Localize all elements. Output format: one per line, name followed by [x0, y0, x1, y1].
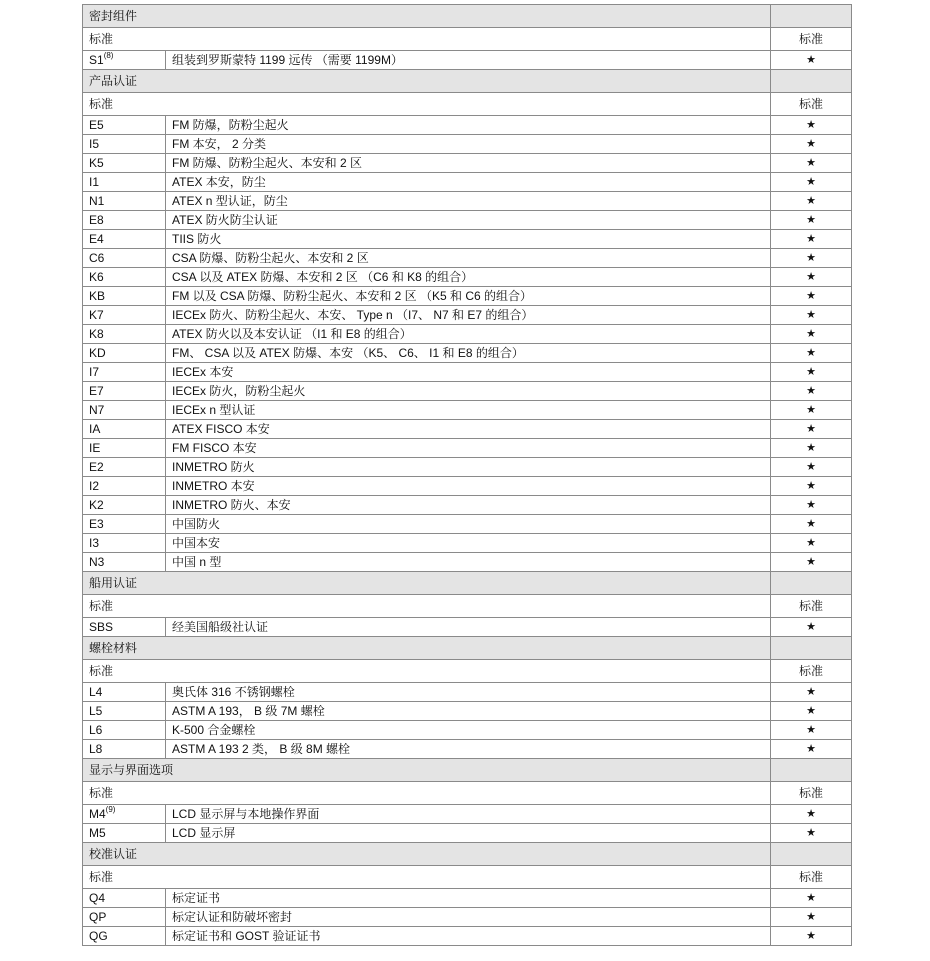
- option-code: [83, 173, 166, 192]
- section-header-row: [83, 759, 852, 782]
- option-description: INMETRO 防火、本安: [166, 496, 771, 515]
- table-row: [83, 363, 852, 382]
- footnote-ref: (8): [103, 51, 114, 60]
- table-row: [83, 740, 852, 759]
- section-header-empty-cell: [771, 637, 852, 660]
- option-code-text: Q4: [89, 891, 106, 905]
- option-code: [83, 325, 166, 344]
- section-header-row: [83, 637, 852, 660]
- option-description: 经美国船级社认证: [166, 618, 771, 637]
- star-icon: ★: [771, 721, 852, 740]
- section-header-empty-cell: [771, 759, 852, 782]
- standard-label: 标准: [83, 93, 771, 116]
- star-icon: ★: [771, 553, 852, 572]
- table-row: [83, 135, 852, 154]
- option-description: FM 防爆、防粉尘起火、本安和 2 区: [166, 154, 771, 173]
- option-code: [83, 287, 166, 306]
- table-row: [83, 344, 852, 363]
- option-description: K-500 合金螺栓: [166, 721, 771, 740]
- star-icon: ★: [771, 211, 852, 230]
- standard-header-row: [83, 93, 852, 116]
- section-header-empty-cell: [771, 572, 852, 595]
- option-code: [83, 51, 166, 70]
- table-row: [83, 908, 852, 927]
- option-description: 标定证书: [166, 889, 771, 908]
- option-code-text: I1: [89, 175, 100, 189]
- option-description: FM 防爆，防粉尘起火: [166, 116, 771, 135]
- star-icon: ★: [771, 363, 852, 382]
- option-code-text: E2: [89, 460, 104, 474]
- star-icon: ★: [771, 496, 852, 515]
- option-description: CSA 以及 ATEX 防爆、本安和 2 区 （C6 和 K8 的组合）: [166, 268, 771, 287]
- table-row: [83, 230, 852, 249]
- option-code: [83, 154, 166, 173]
- section-header-row: [83, 5, 852, 28]
- option-code: [83, 477, 166, 496]
- table-row: [83, 192, 852, 211]
- star-icon: ★: [771, 173, 852, 192]
- standard-header-row: [83, 595, 852, 618]
- star-icon: ★: [771, 420, 852, 439]
- option-description: FM 以及 CSA 防爆、防粉尘起火、本安和 2 区 （K5 和 C6 的组合）: [166, 287, 771, 306]
- option-description: IECEx n 型认证: [166, 401, 771, 420]
- option-code: [83, 363, 166, 382]
- option-code-text: E4: [89, 232, 104, 246]
- option-code: [83, 496, 166, 515]
- option-code-text: KD: [89, 346, 106, 360]
- section-title: 校准认证: [83, 843, 771, 866]
- star-icon: ★: [771, 344, 852, 363]
- option-code: [83, 211, 166, 230]
- option-description: CSA 防爆、防粉尘起火、本安和 2 区: [166, 249, 771, 268]
- standard-column-label: 标准: [771, 782, 852, 805]
- star-icon: ★: [771, 135, 852, 154]
- option-code: [83, 230, 166, 249]
- option-code: [83, 824, 166, 843]
- option-code-text: E8: [89, 213, 104, 227]
- standard-label: 标准: [83, 782, 771, 805]
- standard-column-label: 标准: [771, 28, 852, 51]
- star-icon: ★: [771, 192, 852, 211]
- option-code: [83, 135, 166, 154]
- star-icon: ★: [771, 325, 852, 344]
- standard-column-label: 标准: [771, 595, 852, 618]
- star-icon: ★: [771, 515, 852, 534]
- table-row: [83, 805, 852, 824]
- option-code-text: N7: [89, 403, 105, 417]
- table-row: [83, 51, 852, 70]
- option-code: [83, 420, 166, 439]
- table-row: [83, 477, 852, 496]
- option-description: 标定证书和 GOST 验证证书: [166, 927, 771, 946]
- option-code-text: N3: [89, 555, 105, 569]
- option-code-text: I3: [89, 536, 100, 550]
- table-row: [83, 458, 852, 477]
- option-description: IECEx 防火，防粉尘起火: [166, 382, 771, 401]
- table-row: [83, 889, 852, 908]
- option-code-text: E7: [89, 384, 104, 398]
- option-code: [83, 344, 166, 363]
- star-icon: ★: [771, 401, 852, 420]
- star-icon: ★: [771, 382, 852, 401]
- table-row: [83, 439, 852, 458]
- table-row: [83, 496, 852, 515]
- option-code-text: IA: [89, 422, 101, 436]
- option-description: 奥氏体 316 不锈钢螺栓: [166, 683, 771, 702]
- option-code-text: I5: [89, 137, 100, 151]
- option-code: [83, 927, 166, 946]
- option-description: ATEX n 型认证，防尘: [166, 192, 771, 211]
- option-description: ATEX 防火防尘认证: [166, 211, 771, 230]
- option-code-text: L5: [89, 704, 103, 718]
- option-description: FM、 CSA 以及 ATEX 防爆、本安 （K5、 C6、 I1 和 E8 的组合）: [166, 344, 771, 363]
- table-row: [83, 420, 852, 439]
- table-row: [83, 249, 852, 268]
- option-code: [83, 268, 166, 287]
- option-code-text: L8: [89, 742, 103, 756]
- star-icon: ★: [771, 702, 852, 721]
- section-header-row: [83, 843, 852, 866]
- section-header-empty-cell: [771, 5, 852, 28]
- standard-column-label: 标准: [771, 93, 852, 116]
- option-code: [83, 116, 166, 135]
- option-code-text: M4: [89, 807, 106, 821]
- standard-label: 标准: [83, 660, 771, 683]
- table-row: [83, 515, 852, 534]
- star-icon: ★: [771, 740, 852, 759]
- option-code-text: K5: [89, 156, 104, 170]
- standard-label: 标准: [83, 595, 771, 618]
- section-header-row: [83, 70, 852, 93]
- option-code: [83, 458, 166, 477]
- option-description: TIIS 防火: [166, 230, 771, 249]
- star-icon: ★: [771, 927, 852, 946]
- table-row: [83, 553, 852, 572]
- option-code-text: L6: [89, 723, 103, 737]
- option-code: [83, 908, 166, 927]
- section-title: 船用认证: [83, 572, 771, 595]
- option-code-text: C6: [89, 251, 105, 265]
- section-header-empty-cell: [771, 70, 852, 93]
- option-code: [83, 401, 166, 420]
- option-code: [83, 683, 166, 702]
- option-code-text: K8: [89, 327, 104, 341]
- star-icon: ★: [771, 477, 852, 496]
- star-icon: ★: [771, 51, 852, 70]
- section-header-row: [83, 572, 852, 595]
- option-code-text: E5: [89, 118, 104, 132]
- star-icon: ★: [771, 889, 852, 908]
- option-description: LCD 显示屏与本地操作界面: [166, 805, 771, 824]
- option-code: [83, 534, 166, 553]
- option-code: [83, 805, 166, 824]
- option-code-text: KB: [89, 289, 106, 303]
- star-icon: ★: [771, 805, 852, 824]
- option-code: [83, 889, 166, 908]
- option-code: [83, 249, 166, 268]
- table-row: [83, 173, 852, 192]
- option-code-text: M5: [89, 826, 106, 840]
- option-code-text: S1: [89, 53, 104, 67]
- option-code: [83, 439, 166, 458]
- table-row: [83, 824, 852, 843]
- option-description: FM 本安， 2 分类: [166, 135, 771, 154]
- star-icon: ★: [771, 908, 852, 927]
- option-code-text: I2: [89, 479, 100, 493]
- option-description: INMETRO 防火: [166, 458, 771, 477]
- table-row: [83, 306, 852, 325]
- option-code: [83, 618, 166, 637]
- standard-header-row: [83, 28, 852, 51]
- option-description: FM FISCO 本安: [166, 439, 771, 458]
- footnote-ref: (9): [105, 805, 116, 814]
- standard-header-row: [83, 782, 852, 805]
- option-description: 标定认证和防破坏密封: [166, 908, 771, 927]
- star-icon: ★: [771, 268, 852, 287]
- star-icon: ★: [771, 439, 852, 458]
- option-code-text: IE: [89, 441, 101, 455]
- option-code: [83, 740, 166, 759]
- star-icon: ★: [771, 534, 852, 553]
- table-row: [83, 287, 852, 306]
- star-icon: ★: [771, 824, 852, 843]
- table-row: [83, 927, 852, 946]
- star-icon: ★: [771, 458, 852, 477]
- option-code-text: QP: [89, 910, 107, 924]
- option-description: ATEX 本安，防尘: [166, 173, 771, 192]
- star-icon: ★: [771, 287, 852, 306]
- table-row: [83, 211, 852, 230]
- option-code-text: L4: [89, 685, 103, 699]
- option-code-text: I7: [89, 365, 100, 379]
- option-description: ATEX FISCO 本安: [166, 420, 771, 439]
- option-code: [83, 192, 166, 211]
- table-row: [83, 116, 852, 135]
- option-code-text: N1: [89, 194, 105, 208]
- option-code: [83, 515, 166, 534]
- star-icon: ★: [771, 230, 852, 249]
- table-row: [83, 702, 852, 721]
- section-title: 显示与界面选项: [83, 759, 771, 782]
- standard-column-label: 标准: [771, 660, 852, 683]
- star-icon: ★: [771, 116, 852, 135]
- standard-column-label: 标准: [771, 866, 852, 889]
- star-icon: ★: [771, 249, 852, 268]
- standard-label: 标准: [83, 28, 771, 51]
- option-code: [83, 702, 166, 721]
- table-row: [83, 382, 852, 401]
- section-title: 产品认证: [83, 70, 771, 93]
- option-description: LCD 显示屏: [166, 824, 771, 843]
- option-description: IECEx 本安: [166, 363, 771, 382]
- standard-header-row: [83, 866, 852, 889]
- option-code: [83, 721, 166, 740]
- standard-header-row: [83, 660, 852, 683]
- table-row: [83, 683, 852, 702]
- option-description: ATEX 防火以及本安认证 （I1 和 E8 的组合）: [166, 325, 771, 344]
- option-description: 组装到罗斯蒙特 1199 远传 （需要 1199M）: [166, 51, 771, 70]
- section-title: 螺栓材料: [83, 637, 771, 660]
- option-description: 中国 n 型: [166, 553, 771, 572]
- section-title: 密封组件: [83, 5, 771, 28]
- options-table-container: [82, 4, 851, 946]
- table-row: [83, 325, 852, 344]
- option-description: ASTM A 193， B 级 7M 螺栓: [166, 702, 771, 721]
- standard-label: 标准: [83, 866, 771, 889]
- star-icon: ★: [771, 683, 852, 702]
- option-code-text: K6: [89, 270, 104, 284]
- table-row: [83, 534, 852, 553]
- option-code: [83, 306, 166, 325]
- option-description: ASTM A 193 2 类， B 级 8M 螺栓: [166, 740, 771, 759]
- option-description: INMETRO 本安: [166, 477, 771, 496]
- option-code-text: QG: [89, 929, 108, 943]
- star-icon: ★: [771, 154, 852, 173]
- table-row: [83, 618, 852, 637]
- table-row: [83, 401, 852, 420]
- option-description: 中国防火: [166, 515, 771, 534]
- option-code: [83, 382, 166, 401]
- section-header-empty-cell: [771, 843, 852, 866]
- option-code: [83, 553, 166, 572]
- options-table-body: [83, 5, 852, 946]
- table-row: [83, 268, 852, 287]
- star-icon: ★: [771, 306, 852, 325]
- star-icon: ★: [771, 618, 852, 637]
- table-row: [83, 154, 852, 173]
- option-description: 中国本安: [166, 534, 771, 553]
- option-code-text: E3: [89, 517, 104, 531]
- options-table: [82, 4, 852, 946]
- option-code-text: K7: [89, 308, 104, 322]
- option-code-text: K2: [89, 498, 104, 512]
- option-description: IECEx 防火、防粉尘起火、本安、 Type n （I7、 N7 和 E7 的组合）: [166, 306, 771, 325]
- table-row: [83, 721, 852, 740]
- option-code-text: SBS: [89, 620, 114, 634]
